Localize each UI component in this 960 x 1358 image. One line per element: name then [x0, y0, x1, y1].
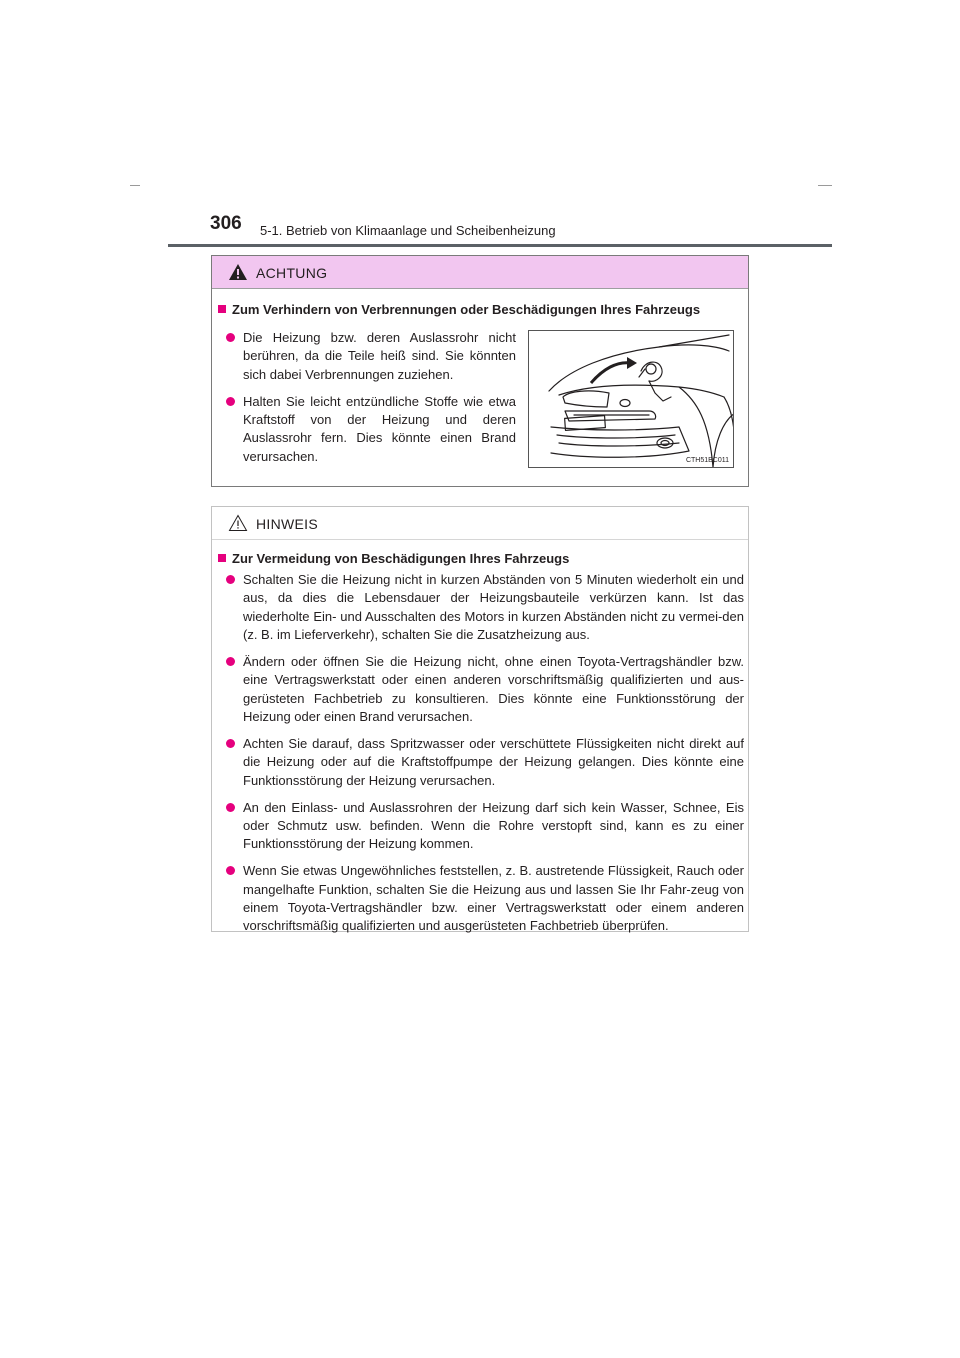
achtung-bullet-list [226, 329, 516, 475]
car-front-drawing [529, 331, 734, 468]
section-title: 5-1. Betrieb von Klimaanlage und Scheibenheizung [260, 223, 556, 238]
round-bullet-icon [226, 333, 235, 342]
hinweis-bullet-list [226, 571, 744, 944]
achtung-subheading-text: Zum Verhindern von Verbrennungen oder Beschädigungen Ihres Fahrzeugs [232, 302, 701, 317]
achtung-subheading [218, 302, 700, 317]
round-bullet-icon [226, 575, 235, 584]
achtung-box [211, 255, 749, 487]
hinweis-label: HINWEIS [256, 516, 318, 532]
warning-triangle-icon [228, 514, 248, 537]
hinweis-subheading [218, 551, 569, 566]
list-item: Ändern oder öffnen Sie die Heizung nicht, ohne einen Toyota-Vertragshändler bzw. eine Vertragswerkstatt oder einen anderen vorschriftsmäßig qualifizierten und aus-gerüsteten Fachbetrieb zu konsultieren. Dies könnte eine Funktionsstörung der Heizung oder einen Brand verursachen. [226, 653, 744, 727]
round-bullet-icon [226, 866, 235, 875]
list-item: An den Einlass- und Auslassrohren der Heizung darf sich kein Wasser, Schnee, Eis oder Schmutz usw. befinden. Wenn die Rohre verstopft sind, kann es zu einer Funktionsstörung der Heizung kommen. [226, 799, 744, 854]
square-marker-icon [218, 305, 226, 313]
image-code: CTH51BC011 [685, 457, 729, 464]
achtung-header [212, 256, 748, 289]
round-bullet-icon [226, 739, 235, 748]
hinweis-box [211, 506, 749, 932]
list-item: Die Heizung bzw. deren Auslassrohr nicht berühren, da die Teile heiß sind. Sie könnten sich dabei Verbrennungen zuziehen. [226, 329, 516, 384]
crop-mark-left [130, 185, 140, 186]
heater-illustration [528, 330, 734, 468]
page-number: 306 [210, 213, 242, 234]
list-item: Schalten Sie die Heizung nicht in kurzen Abständen von 5 Minuten wiederholt ein und aus, da dies die Lebensdauer der Heizungsbauteile verkürzen kann. Ist das wiederholte Ein- und Ausschalten des Motors in kurzen Abständen nicht zu vermei-den (z. B. im Lieferverkehr), schalten Sie die Zusatzheizung aus. [226, 571, 744, 645]
crop-mark-right [818, 185, 832, 186]
square-marker-icon [218, 554, 226, 562]
round-bullet-icon [226, 397, 235, 406]
hinweis-header [212, 507, 748, 540]
hinweis-subheading-text: Zur Vermeidung von Beschädigungen Ihres Fahrzeugs [232, 551, 570, 566]
list-item: Wenn Sie etwas Ungewöhnliches feststellen, z. B. austretende Flüssigkeit, Rauch oder mangelhafte Funktion, schalten Sie die Heizung aus und lassen Sie Ihr Fahr-zeug von einem Toyota-Vertragshändler bzw. einer Vertragswerkstatt oder einem anderen vorschriftsmäßig qualifizierten und ausgerüsteten Fachbetrieb überprüfen. [226, 862, 744, 936]
round-bullet-icon [226, 657, 235, 666]
list-item: Halten Sie leicht entzündliche Stoffe wie etwa Kraftstoff von der Heizung und deren Auslassrohr fern. Dies könnte einen Brand verursachen. [226, 393, 516, 467]
list-item: Achten Sie darauf, dass Spritzwasser oder verschüttete Flüssigkeiten nicht direkt auf die Heizung oder auf die Kraftstoffpumpe der Heizung gelangen. Dies könnte eine Funktionsstörung der Heizung verursachen. [226, 735, 744, 790]
warning-triangle-icon [228, 263, 248, 286]
header-rule [168, 244, 832, 247]
achtung-label: ACHTUNG [256, 265, 328, 281]
round-bullet-icon [226, 803, 235, 812]
